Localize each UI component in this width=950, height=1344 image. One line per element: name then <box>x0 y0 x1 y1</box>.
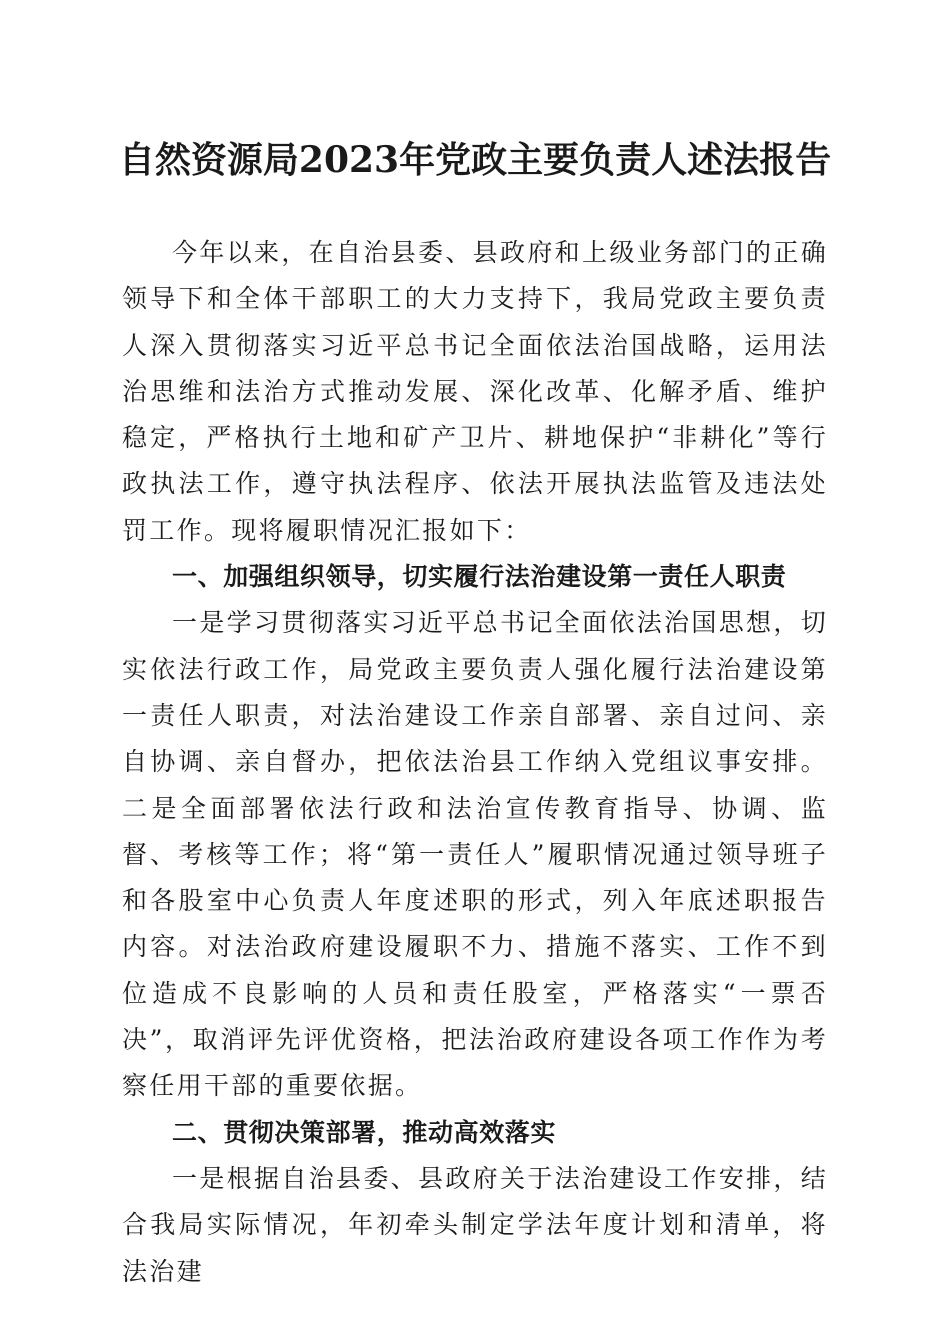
section-2-paragraph: 一是根据自治县委、县政府关于法治建设工作安排，结合我局实际情况，年初牵头制定学法年度计划和清单，将法治建 <box>122 1163 828 1286</box>
document-title: 自然资源局2023年党政主要负责人述法报告 <box>118 139 832 181</box>
section-heading-2: 二、贯彻决策部署，推动高效落实 <box>172 1117 557 1147</box>
section-1-paragraph: 一是学习贯彻落实习近平总书记全面依法治国思想，切实依法行政工作，局党政主要负责人强化履行法治建设第一责任人职责，对法治建设工作亲自部署、亲自过问、亲自协调、亲自督办，把依法治县工作纳入党组议事安排。二是全面部署依法行政和法治宣传教育指导、协调、监督、考核等工作；将“第一责任人”履职情况通过领导班子和各股室中心负责人年度述职的形式，列入年底述职报告内容。对法治政府建设履职不力、措施不落实、工作不到位造成不良影响的人员和责任股室，严格落实“一票否决”，取消评先评优资格，把法治政府建设各项工作作为考察任用干部的重要依据。 <box>122 608 828 1101</box>
section-heading-1: 一、加强组织领导，切实履行法治建设第一责任人职责 <box>172 562 787 592</box>
intro-paragraph: 今年以来，在自治县委、县政府和上级业务部门的正确领导下和全体干部职工的大力支持下，我局党政主要负责人深入贯彻落实习近平总书记全面依法治国战略，运用法治思维和法治方式推动发展、深化改革、化解矛盾、维护稳定，严格执行土地和矿产卫片、耕地保护“非耕化”等行政执法工作，遵守执法程序、依法开展执法监管及违法处罚工作。现将履职情况汇报如下： <box>122 238 828 545</box>
document-body <box>122 230 828 1295</box>
